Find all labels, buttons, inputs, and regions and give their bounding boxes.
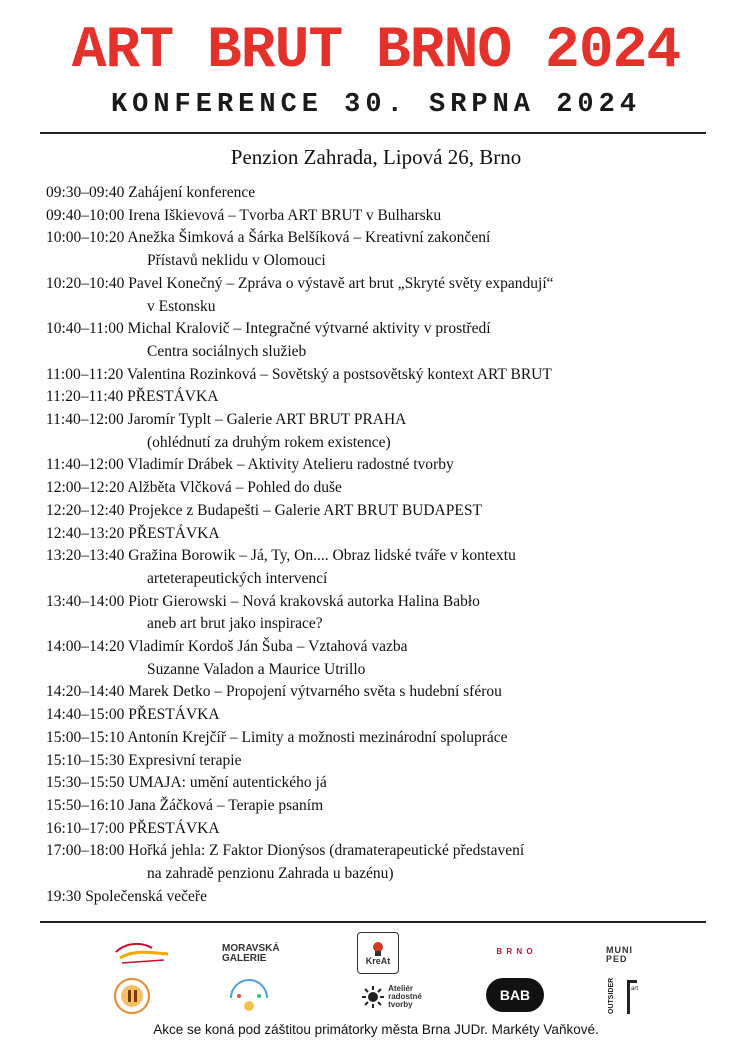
program-item — [46, 750, 736, 773]
program-item — [46, 840, 736, 863]
program-item — [46, 364, 736, 387]
program-item — [46, 273, 736, 296]
program-item-continuation: v Estonsku — [147, 297, 216, 315]
outsider-art-logo — [606, 976, 640, 1016]
program-time: 12:00–12:20 — [46, 479, 125, 497]
kreat-label: KreAt — [365, 955, 391, 966]
program-title: Irena Iškievová – Tvorba ART BRUT v Bulharsku — [128, 206, 442, 224]
moravska-galerie-line2: GALERIE — [222, 953, 267, 964]
kreativni-logo — [112, 938, 172, 968]
outsider-label: OUTSIDER — [608, 977, 615, 1014]
muni-ped-logo — [606, 940, 640, 970]
kreat-logo — [357, 932, 399, 974]
program-time: 14:20–14:40 — [46, 683, 125, 701]
program-time: 11:20–11:40 — [46, 388, 124, 406]
dusevni-zdravi-icon — [225, 976, 273, 1016]
program-title: Marek Detko – Propojení výtvarného světa s hudební sférou — [128, 683, 502, 701]
program-title: PŘESTÁVKA — [127, 388, 219, 406]
program-item — [46, 681, 736, 704]
program-time: 15:50–16:10 — [46, 796, 125, 814]
program-item — [46, 477, 736, 500]
program-title: PŘESTÁVKA — [128, 524, 220, 542]
program-item — [46, 500, 736, 523]
program-item — [46, 227, 736, 250]
program-time: 10:20–10:40 — [46, 274, 125, 292]
brno-label: B R N O — [496, 947, 534, 956]
program-title: Valentina Rozinková – Sovětský a postsovětský kontext ART BRUT — [126, 365, 552, 383]
program-time: 14:00–14:20 — [46, 638, 125, 656]
program-time: 10:40–11:00 — [46, 320, 124, 338]
program-title: PŘESTÁVKA — [128, 706, 220, 724]
program-time: 15:00–15:10 — [46, 728, 125, 746]
program-item — [46, 386, 736, 409]
program-item — [46, 636, 736, 659]
program-item — [46, 727, 736, 750]
program-item — [46, 523, 736, 546]
divider-bottom — [40, 921, 706, 923]
program-item-continuation: na zahradě penzionu Zahrada u bazénu) — [147, 865, 394, 883]
program-time: 13:40–14:00 — [46, 592, 125, 610]
atelier-sun-icon — [362, 986, 384, 1008]
bab-logo — [486, 978, 544, 1012]
program-item-continuation: Suzanne Valadon a Maurice Utrillo — [147, 660, 366, 678]
program-title: Antonín Krejčíř – Limity a možnosti mezinárodní spolupráce — [127, 728, 508, 746]
program-title: Gražina Borowik – Já, Ty, On.... Obraz lidské tváře v kontextu — [128, 547, 516, 565]
moravska-galerie-logo — [222, 940, 292, 968]
bab-label: BAB — [499, 987, 531, 1003]
program-time: 13:20–13:40 — [46, 547, 125, 565]
program-item — [46, 318, 736, 341]
kreat-figure-icon — [367, 941, 389, 957]
program-item — [46, 886, 736, 909]
poster-title: ART BRUT BRNO 2024 — [71, 19, 681, 84]
program-title: Vladimír Kordoš Ján Šuba – Vztahová vazba — [127, 638, 408, 656]
program-item — [46, 545, 736, 568]
program-title: Pavel Konečný – Zpráva o výstavě art brut „Skryté světy expandují“ — [128, 274, 554, 292]
program-time: 09:30–09:40 — [46, 184, 125, 201]
program-item — [46, 591, 736, 614]
program-item — [46, 182, 736, 205]
program-title: UMAJA: umění autentického já — [128, 774, 327, 792]
ped-label: PED — [606, 954, 628, 964]
program-title: Společenská večeře — [85, 887, 207, 905]
program-title: Projekce z Budapešti – Galerie ART BRUT BUDAPEST — [128, 501, 482, 519]
program-title: Anežka Šimková a Šárka Belšíková – Kreativní zakončení — [127, 229, 491, 247]
program-time: 09:40–10:00 — [46, 206, 125, 224]
program-time: 14:40–15:00 — [46, 706, 125, 724]
brno-logo — [480, 944, 550, 960]
program-item — [46, 205, 736, 228]
program-title: Hořká jehla: Z Faktor Dionýsos (dramaterapeutické představení — [128, 842, 525, 860]
program-time: 16:10–17:00 — [46, 819, 125, 837]
conference-date: KONFERENCE 30. SRPNA 2024 — [110, 90, 642, 120]
program-item — [46, 454, 736, 477]
program-title: Expresivní terapie — [128, 751, 242, 769]
program-item — [46, 818, 736, 841]
program-time: 19:30 — [46, 887, 82, 905]
atelier-label-1: Ateliér — [388, 984, 413, 993]
program-item-continuation: Centra sociálnych služieb — [147, 342, 307, 360]
program-item-continuation: Přístavů neklidu v Olomouci — [147, 252, 326, 270]
program-item-continuation: aneb art brut jako inspirace? — [147, 615, 323, 633]
program-title: Zahájení konference — [128, 184, 256, 201]
atelier-label-3: tvorby — [388, 1000, 413, 1009]
muni-label: MUNI — [606, 945, 633, 955]
partner-logos — [0, 928, 752, 1018]
program-item-continuation: (ohlédnutí za druhým rokem existence) — [147, 433, 391, 451]
program-list — [46, 182, 736, 909]
program-title: Jaromír Typlt – Galerie ART BRUT PRAHA — [127, 411, 407, 429]
moravska-galerie-line1: MORAVSKÁ — [222, 943, 280, 954]
program-time: 15:30–15:50 — [46, 774, 125, 792]
program-time: 10:00–10:20 — [46, 229, 125, 247]
program-item-continuation: arteterapeutických intervencí — [147, 569, 328, 587]
atelier-label-2: radostné — [388, 992, 422, 1001]
divider-top — [40, 132, 706, 134]
outsider-art-icon — [607, 976, 639, 1016]
program-item — [46, 704, 736, 727]
dusevni-zdravi-logo — [224, 976, 274, 1016]
footer-note: Akce se koná pod záštitou primátorky města Brna JUDr. Markéty Vaňkové. — [153, 1022, 599, 1037]
program-time: 11:40–12:00 — [46, 456, 124, 474]
program-time: 17:00–18:00 — [46, 842, 125, 860]
program-item — [46, 772, 736, 795]
outsider-art-small: art — [631, 986, 639, 992]
program-title: Vladimír Drábek – Aktivity Atelieru radostné tvorby — [127, 456, 454, 474]
program-title: PŘESTÁVKA — [128, 819, 220, 837]
program-item — [46, 409, 736, 432]
program-time: 12:20–12:40 — [46, 501, 125, 519]
program-item — [46, 795, 736, 818]
program-time: 11:00–11:20 — [46, 365, 124, 383]
program-time: 15:10–15:30 — [46, 751, 125, 769]
program-time: 12:40–13:20 — [46, 524, 125, 542]
program-title: Alžběta Vlčková – Pohled do duše — [127, 479, 342, 497]
kreativni-logo-icon — [112, 938, 172, 968]
atelier-radostne-tvorby-logo — [352, 980, 432, 1014]
program-title: Jana Žáčková – Terapie psaním — [128, 796, 324, 814]
social-services-logo — [112, 976, 152, 1016]
venue: Penzion Zahrada, Lipová 26, Brno — [230, 145, 522, 169]
program-time: 11:40–12:00 — [46, 411, 124, 429]
social-services-icon — [113, 977, 151, 1015]
program-title: Michal Kralovič – Integračné výtvarné aktivity v prostředí — [127, 320, 491, 338]
program-title: Piotr Gierowski – Nová krakovská autorka Halina Babło — [128, 592, 480, 610]
